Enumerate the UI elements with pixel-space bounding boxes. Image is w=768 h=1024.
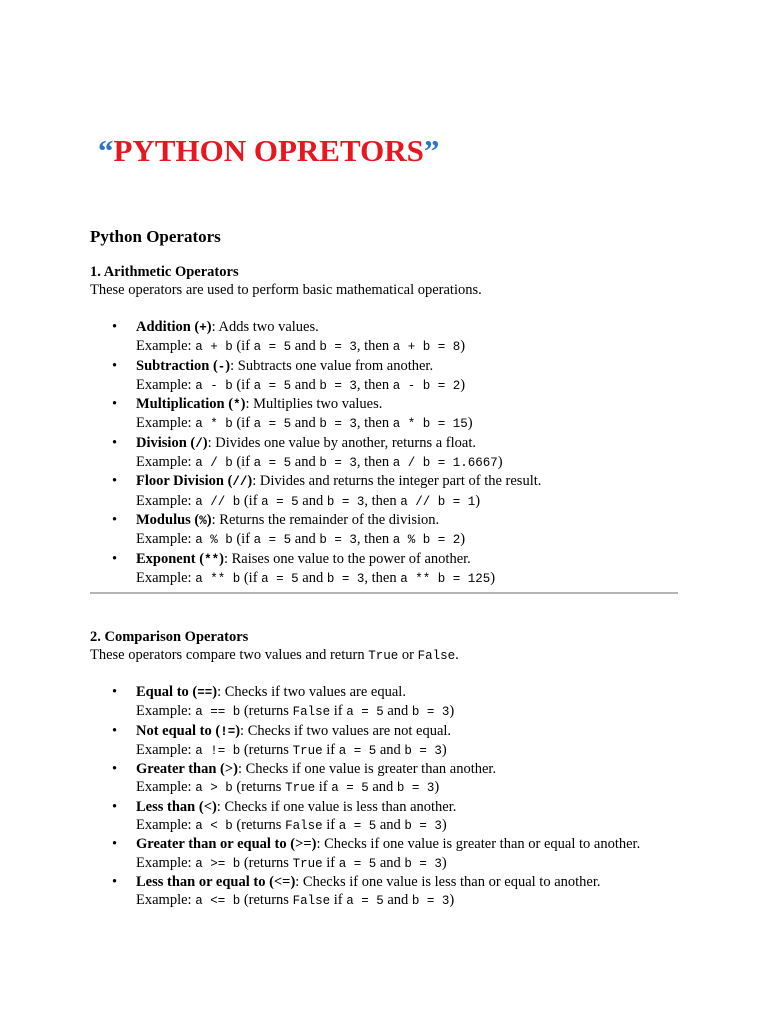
operator-example: Example: a // b (if a = 5 and b = 3, then a // b = 1): [136, 492, 481, 509]
operator-name: Floor Division (//): [136, 473, 253, 490]
operator-example: Example: a >= b (returns True if a = 5 and b = 3): [136, 854, 447, 871]
operator-example: Example: a / b (if a = 5 and b = 3, then a / b = 1.6667): [136, 454, 503, 471]
operator-example: Example: a < b (returns False if a = 5 and b = 3): [136, 817, 447, 834]
section-heading: Python Operators: [90, 227, 221, 246]
operator-name: Less than or equal to (<=): [136, 873, 296, 890]
arithmetic-heading: 1. Arithmetic Operators: [90, 264, 239, 280]
comparison-intro: These operators compare two values and return True or False.: [90, 647, 459, 663]
bullet-icon: •: [112, 684, 118, 700]
list-item: [90, 835, 690, 873]
arithmetic-list: [90, 318, 690, 588]
bullet-icon: •: [112, 836, 118, 853]
arithmetic-intro: These operators are used to perform basic mathematical operations.: [90, 282, 482, 298]
bullet-icon: •: [112, 319, 118, 335]
horizontal-divider: [90, 592, 678, 594]
operator-example: Example: a != b (returns True if a = 5 and b = 3): [136, 741, 447, 758]
operator-example: Example: a - b (if a = 5 and b = 3, then a - b = 2): [136, 376, 466, 393]
operator-name: Multiplication (*): [136, 396, 246, 413]
bullet-icon: •: [112, 396, 118, 413]
list-item: [90, 550, 690, 589]
operator-description: : Checks if one value is less than another.: [216, 798, 457, 815]
operator-example: Example: a ** b (if a = 5 and b = 3, then a ** b = 125): [136, 569, 496, 586]
list-item: [90, 511, 690, 550]
operator-name: Addition (+): [136, 319, 212, 335]
operator-description: : Returns the remainder of the division.: [211, 511, 440, 528]
operator-name: Division (/): [136, 434, 208, 451]
operator-name: Greater than or equal to (>=): [136, 836, 317, 853]
list-item: [90, 318, 690, 357]
operator-description: : Checks if two values are equal.: [217, 684, 406, 700]
title-close-quote: ”: [423, 133, 440, 168]
operator-description: : Raises one value to the power of another.: [223, 550, 471, 567]
bullet-icon: •: [112, 873, 118, 890]
bullet-icon: •: [112, 761, 118, 778]
list-item: [90, 798, 690, 836]
list-item: [90, 434, 690, 473]
title-open-quote: “: [98, 133, 114, 168]
operator-name: Equal to (==): [136, 684, 218, 700]
bullet-icon: •: [112, 550, 118, 567]
bullet-icon: •: [112, 357, 118, 374]
list-item: [90, 472, 690, 511]
operator-description: : Multiplies two values.: [245, 396, 383, 413]
list-item: [90, 683, 690, 722]
operator-description: : Divides and returns the integer part of the result.: [252, 473, 542, 490]
operator-name: Less than (<): [136, 798, 217, 815]
operator-example: Example: a * b (if a = 5 and b = 3, then a * b = 15): [136, 415, 473, 432]
document-title: [98, 133, 439, 169]
operator-name: Greater than (>): [136, 761, 238, 778]
title-text: PYTHON OPRETORS: [113, 133, 424, 168]
list-item: [90, 357, 690, 396]
operator-example: Example: a <= b (returns False if a = 5 and b = 3): [136, 892, 455, 909]
operator-name: Exponent (**): [136, 550, 224, 567]
operator-name: Modulus (%): [136, 511, 212, 528]
list-item: [90, 722, 690, 761]
operator-description: : Checks if one value is greater than or equal to another.: [316, 836, 641, 853]
operator-name: Not equal to (!=): [136, 722, 241, 739]
list-item: [90, 873, 690, 911]
operator-description: : Checks if one value is greater than another.: [237, 761, 497, 778]
bullet-icon: •: [112, 722, 118, 739]
operator-example: Example: a + b (if a = 5 and b = 3, then a + b = 8): [136, 338, 466, 355]
bullet-icon: •: [112, 511, 118, 528]
comparison-list: [90, 683, 690, 911]
operator-example: Example: a % b (if a = 5 and b = 3, then a % b = 2): [136, 531, 466, 548]
bullet-icon: •: [112, 434, 118, 451]
bullet-icon: •: [112, 473, 118, 490]
operator-name: Subtraction (-): [136, 357, 231, 374]
bullet-icon: •: [112, 798, 118, 815]
operator-description: : Divides one value by another, returns a float.: [207, 434, 476, 451]
operator-description: : Checks if one value is less than or equal to another.: [295, 873, 601, 890]
list-item: [90, 760, 690, 798]
list-item: [90, 395, 690, 434]
operator-description: : Adds two values.: [211, 319, 319, 335]
operator-example: Example: a == b (returns False if a = 5 and b = 3): [136, 703, 455, 720]
operator-description: : Checks if two values are not equal.: [240, 722, 452, 739]
operator-description: : Subtracts one value from another.: [230, 357, 434, 374]
operator-example: Example: a > b (returns True if a = 5 and b = 3): [136, 779, 440, 796]
comparison-heading: 2. Comparison Operators: [90, 629, 249, 645]
